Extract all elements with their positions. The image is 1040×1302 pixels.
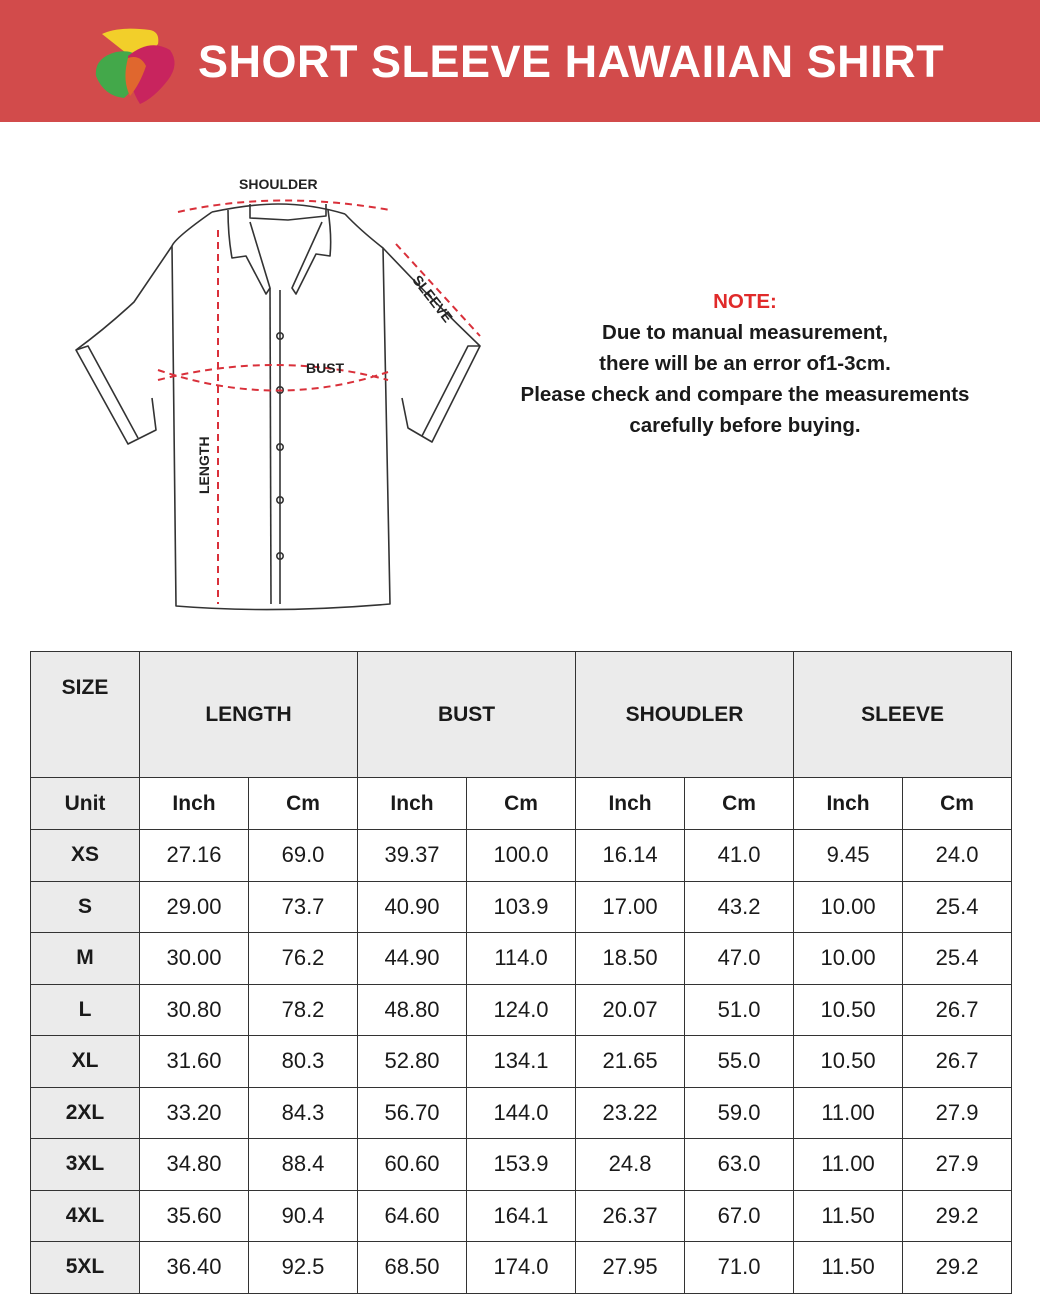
measurement-cell: 56.70	[358, 1087, 467, 1139]
measurement-cell: 26.7	[903, 1036, 1012, 1088]
table-row	[31, 1190, 1012, 1242]
measurement-cell: 34.80	[140, 1139, 249, 1191]
measurement-cell: 100.0	[467, 830, 576, 882]
measurement-cell: 20.07	[576, 984, 685, 1036]
measurement-cell: 26.37	[576, 1190, 685, 1242]
size-cell: 2XL	[31, 1087, 140, 1139]
size-cell: 3XL	[31, 1139, 140, 1191]
unit-header: Cm	[249, 778, 358, 830]
measurement-cell: 59.0	[685, 1087, 794, 1139]
measurement-cell: 124.0	[467, 984, 576, 1036]
measurement-cell: 52.80	[358, 1036, 467, 1088]
measurement-cell: 16.14	[576, 830, 685, 882]
size-column-header: SIZE	[31, 652, 140, 778]
measurement-cell: 33.20	[140, 1087, 249, 1139]
length-label: LENGTH	[196, 436, 212, 494]
measurement-cell: 51.0	[685, 984, 794, 1036]
size-chart-table	[30, 651, 1012, 1294]
measurement-cell: 24.0	[903, 830, 1012, 882]
table-row	[31, 984, 1012, 1036]
measurement-cell: 31.60	[140, 1036, 249, 1088]
measurement-cell: 76.2	[249, 933, 358, 985]
measurement-cell: 26.7	[903, 984, 1012, 1036]
measurement-cell: 80.3	[249, 1036, 358, 1088]
size-cell: L	[31, 984, 140, 1036]
measurement-cell: 25.4	[903, 933, 1012, 985]
unit-header: Inch	[576, 778, 685, 830]
measurement-cell: 18.50	[576, 933, 685, 985]
measurement-cell: 10.00	[794, 881, 903, 933]
measurement-note	[500, 286, 990, 441]
sleeve-label: SLEEVE	[409, 272, 457, 326]
measurement-cell: 21.65	[576, 1036, 685, 1088]
size-cell: 4XL	[31, 1190, 140, 1242]
measurement-cell: 27.16	[140, 830, 249, 882]
unit-header: Cm	[685, 778, 794, 830]
header-banner	[0, 0, 1040, 122]
unit-header: Inch	[794, 778, 903, 830]
measurement-cell: 64.60	[358, 1190, 467, 1242]
measurement-cell: 23.22	[576, 1087, 685, 1139]
note-line: Due to manual measurement,	[602, 321, 888, 344]
table-row	[31, 881, 1012, 933]
measurement-cell: 68.50	[358, 1242, 467, 1294]
size-cell: M	[31, 933, 140, 985]
measurement-cell: 39.37	[358, 830, 467, 882]
brand-logo-icon	[88, 24, 180, 106]
measurement-cell: 11.00	[794, 1139, 903, 1191]
measurement-cell: 88.4	[249, 1139, 358, 1191]
measurement-cell: 134.1	[467, 1036, 576, 1088]
measurement-cell: 11.00	[794, 1087, 903, 1139]
measurement-cell: 30.00	[140, 933, 249, 985]
shirt-measurement-diagram	[60, 160, 500, 620]
measurement-cell: 63.0	[685, 1139, 794, 1191]
size-cell: XS	[31, 830, 140, 882]
sleeve-column-header: SLEEVE	[794, 652, 1012, 778]
measurement-cell: 10.50	[794, 1036, 903, 1088]
measurement-cell: 84.3	[249, 1087, 358, 1139]
measurement-cell: 69.0	[249, 830, 358, 882]
note-line: Please check and compare the measurements	[520, 383, 970, 406]
measurement-cell: 55.0	[685, 1036, 794, 1088]
measurement-cell: 11.50	[794, 1190, 903, 1242]
group-header-row	[31, 652, 1012, 778]
measurement-cell: 60.60	[358, 1139, 467, 1191]
measurement-cell: 44.90	[358, 933, 467, 985]
measurement-cell: 144.0	[467, 1087, 576, 1139]
measurement-cell: 73.7	[249, 881, 358, 933]
page-title: SHORT SLEEVE HAWAIIAN SHIRT	[198, 36, 945, 87]
length-column-header: LENGTH	[140, 652, 358, 778]
measurement-cell: 114.0	[467, 933, 576, 985]
unit-header: Cm	[903, 778, 1012, 830]
size-rows	[31, 830, 1012, 1294]
measurement-cell: 92.5	[249, 1242, 358, 1294]
measurement-cell: 11.50	[794, 1242, 903, 1294]
table-row	[31, 1087, 1012, 1139]
shoulder-column-header: SHOUDLER	[576, 652, 794, 778]
measurement-cell: 10.50	[794, 984, 903, 1036]
measurement-cell: 29.00	[140, 881, 249, 933]
note-title: NOTE:	[713, 290, 777, 313]
measurement-cell: 36.40	[140, 1242, 249, 1294]
measurement-cell: 27.9	[903, 1087, 1012, 1139]
table-row	[31, 1242, 1012, 1294]
measurement-cell: 29.2	[903, 1242, 1012, 1294]
measurement-cell: 48.80	[358, 984, 467, 1036]
note-line: carefully before buying.	[629, 414, 861, 437]
measurement-cell: 41.0	[685, 830, 794, 882]
unit-header-row	[31, 778, 1012, 830]
measurement-cell: 9.45	[794, 830, 903, 882]
measurement-cell: 27.9	[903, 1139, 1012, 1191]
note-line: there will be an error of1-3cm.	[599, 352, 891, 375]
measurement-cell: 43.2	[685, 881, 794, 933]
table-row	[31, 830, 1012, 882]
table-row	[31, 933, 1012, 985]
measurement-cell: 71.0	[685, 1242, 794, 1294]
unit-header: Cm	[467, 778, 576, 830]
table-row	[31, 1036, 1012, 1088]
size-cell: XL	[31, 1036, 140, 1088]
measurement-cell: 67.0	[685, 1190, 794, 1242]
measurement-cell: 103.9	[467, 881, 576, 933]
measurement-cell: 27.95	[576, 1242, 685, 1294]
measurement-cell: 40.90	[358, 881, 467, 933]
measurement-cell: 47.0	[685, 933, 794, 985]
measurement-cell: 174.0	[467, 1242, 576, 1294]
measurement-cell: 30.80	[140, 984, 249, 1036]
table-row	[31, 1139, 1012, 1191]
measurement-cell: 164.1	[467, 1190, 576, 1242]
measurement-cell: 17.00	[576, 881, 685, 933]
measurement-cell: 78.2	[249, 984, 358, 1036]
measurement-cell: 29.2	[903, 1190, 1012, 1242]
size-cell: S	[31, 881, 140, 933]
bust-column-header: BUST	[358, 652, 576, 778]
measurement-cell: 24.8	[576, 1139, 685, 1191]
shirt-outline-icon	[60, 160, 500, 620]
shoulder-label: SHOULDER	[239, 176, 318, 192]
unit-label: Unit	[31, 778, 140, 830]
unit-header: Inch	[358, 778, 467, 830]
measurement-cell: 153.9	[467, 1139, 576, 1191]
measurement-cell: 90.4	[249, 1190, 358, 1242]
measurement-cell: 35.60	[140, 1190, 249, 1242]
size-cell: 5XL	[31, 1242, 140, 1294]
bust-label: BUST	[306, 360, 345, 376]
unit-header: Inch	[140, 778, 249, 830]
measurement-cell: 10.00	[794, 933, 903, 985]
measurement-cell: 25.4	[903, 881, 1012, 933]
